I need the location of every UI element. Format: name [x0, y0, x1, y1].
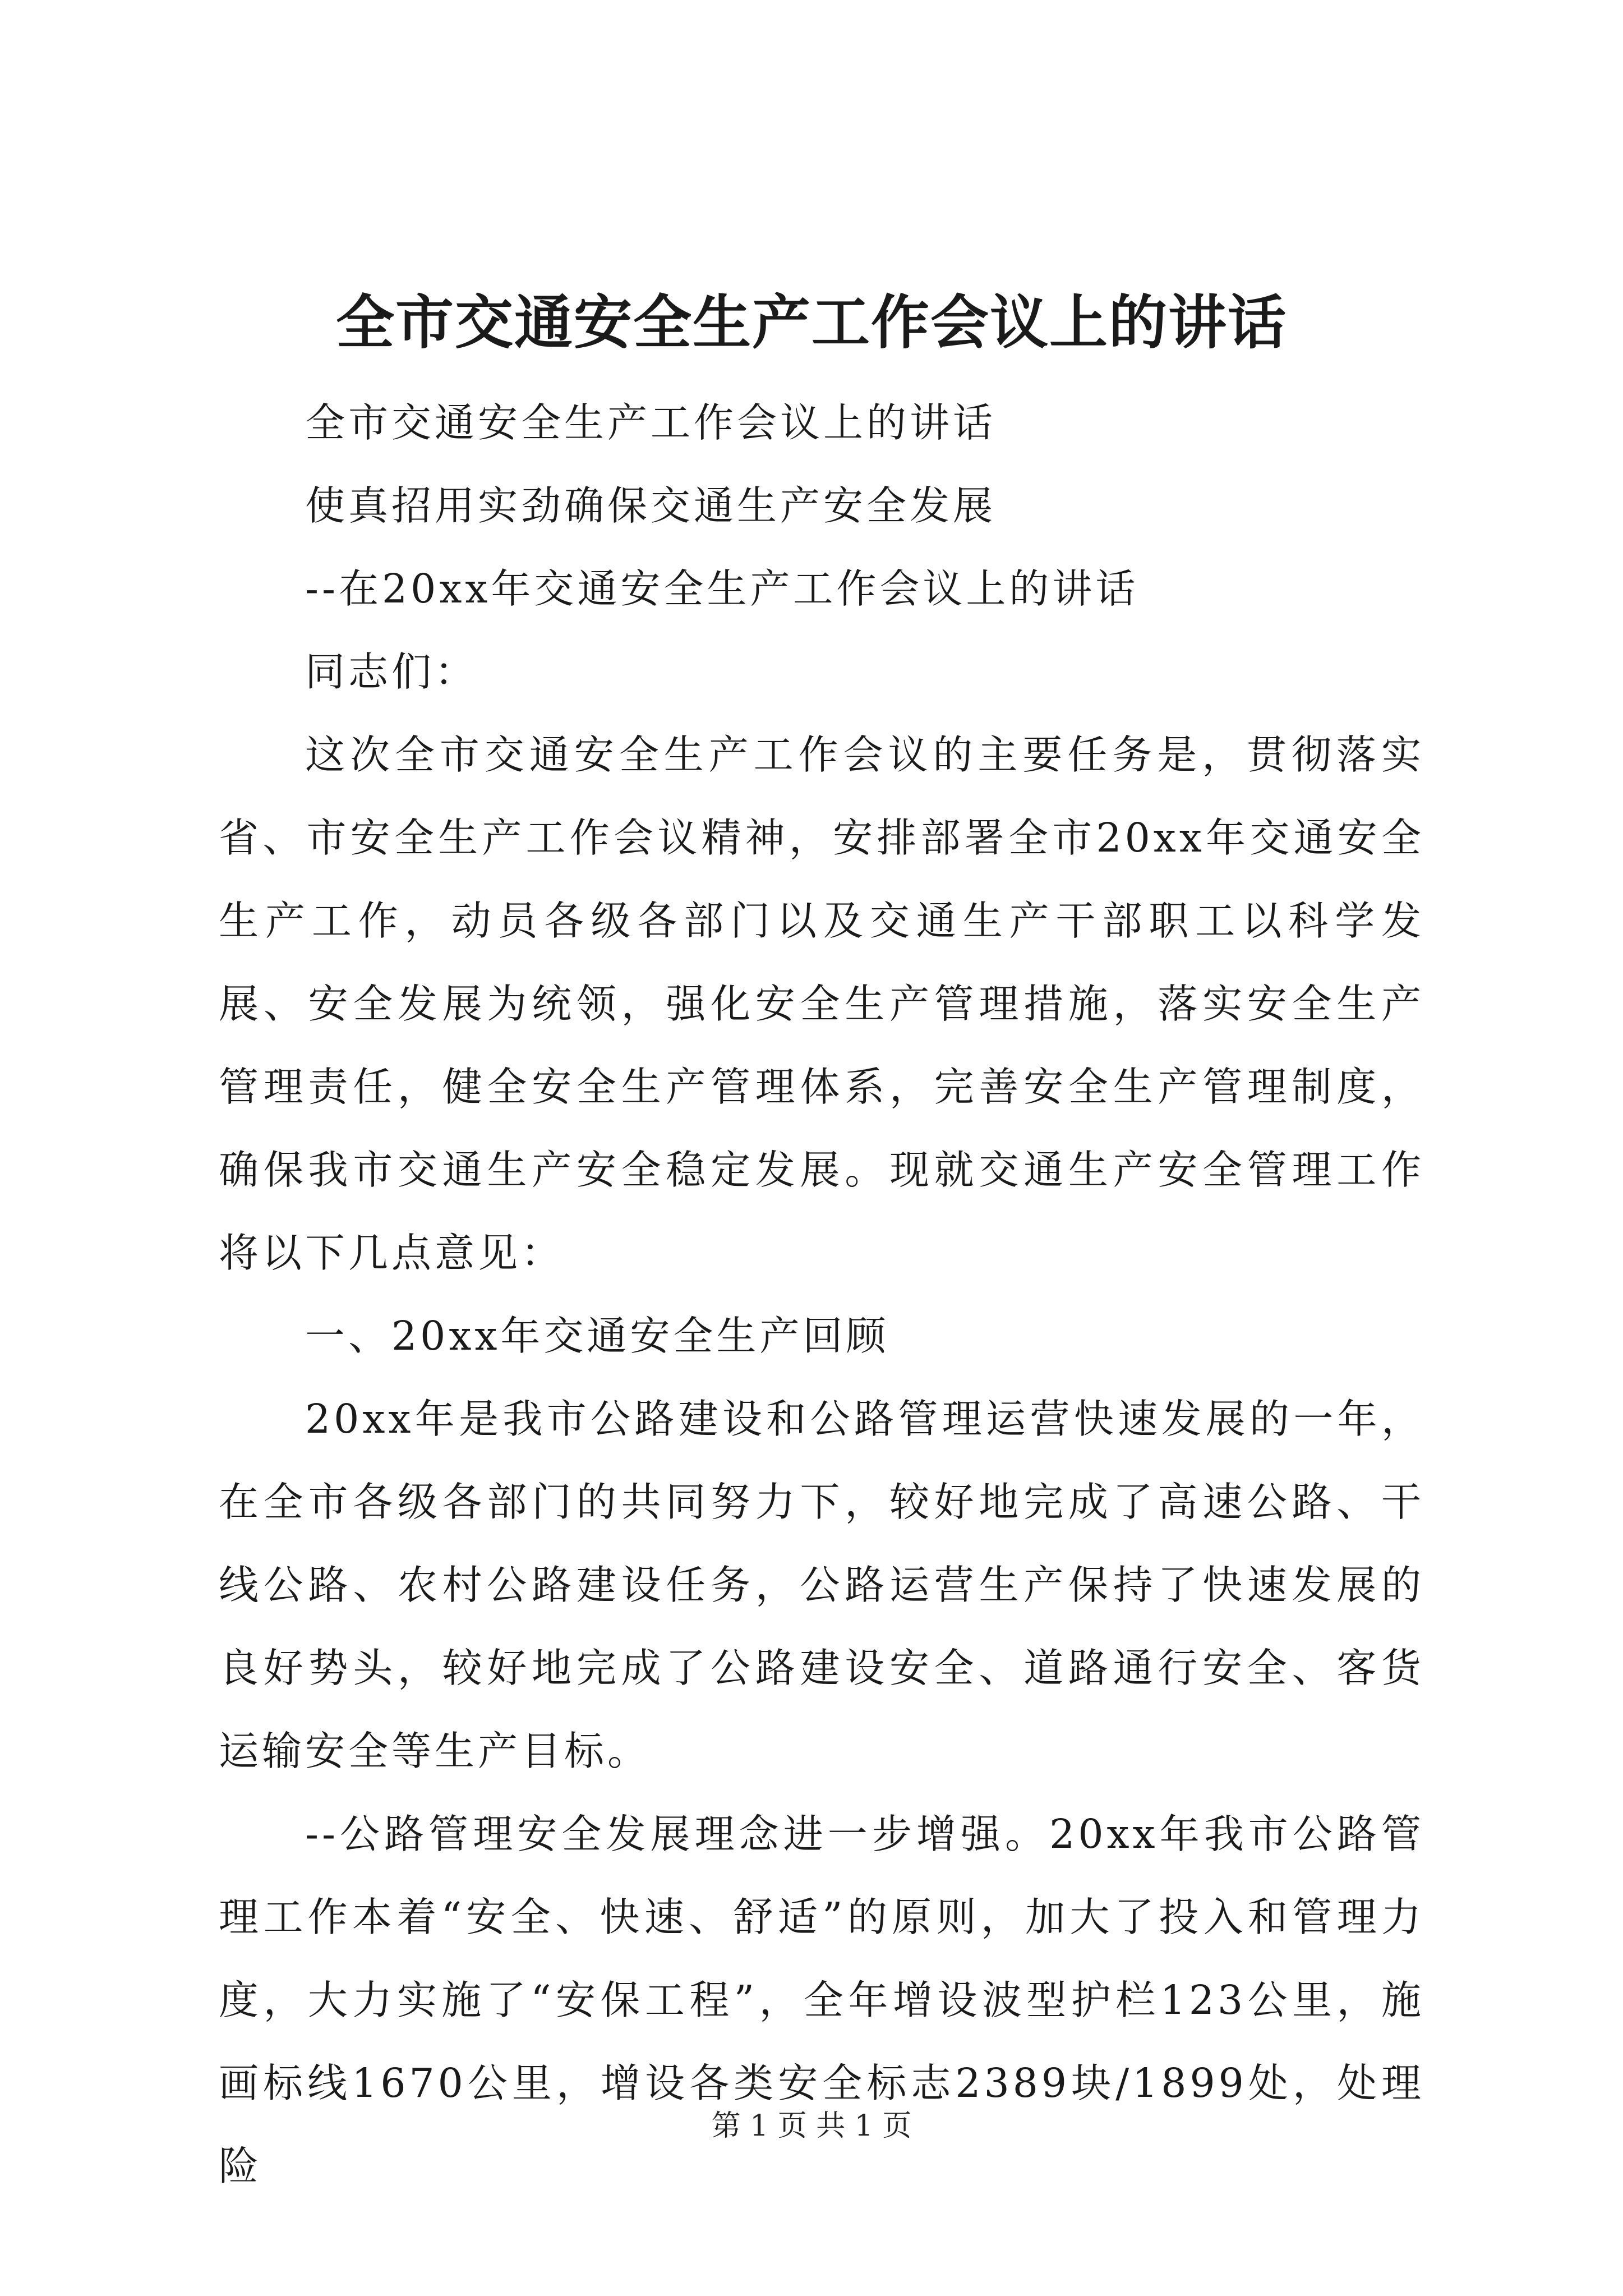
section-heading: 一、20xx年交通安全生产回顾 — [305, 1313, 889, 1359]
speech-subtitle: 使真招用实劲确保交通生产安全发展 — [305, 482, 997, 529]
speech-occasion: --在20xx年交通安全生产工作会议上的讲话 — [305, 565, 1139, 612]
page-number-footer: 第 1 页 共 1 页 — [711, 2109, 912, 2143]
body-paragraph: --公路管理安全发展理念进一步增强。20xx年我市公路管理工作本着“安全、快速、舒适”的原则，加大了投入和管理力度，大力实施了“安保工程”，全年增设波型护栏123公里，施画标线1670公里，增设各类安全标志2389块/1899处，处理险 — [219, 1811, 1424, 2189]
body-paragraph: 这次全市交通安全生产工作会议的主要任务是，贯彻落实省、市安全生产工作会议精神，安排部署全市20xx年交通安全生产工作，动员各级各部门以及交通生产干部职工以科学发展、安全发展为统领，强化安全生产管理措施，落实安全生产管理责任，健全安全生产管理体系，完善安全生产管理制度，确保我市交通生产安全稳定发展。现就交通生产安全管理工作将以下几点意见： — [219, 731, 1424, 1276]
salutation: 同志们： — [305, 648, 478, 695]
body-paragraph: 全市交通安全生产工作会议上的讲话 — [305, 399, 997, 446]
document-body — [219, 381, 1424, 2208]
body-paragraph: 20xx年是我市公路建设和公路管理运营快速发展的一年，在全市各级各部门的共同努力下，较好地完成了高速公路、干线公路、农村公路建设任务，公路运营生产保持了快速发展的良好势头，较好地完成了公路建设安全、道路通行安全、客货运输安全等生产目标。 — [219, 1396, 1424, 1774]
document-title: 全市交通安全生产工作会议上的讲话 — [335, 288, 1287, 357]
